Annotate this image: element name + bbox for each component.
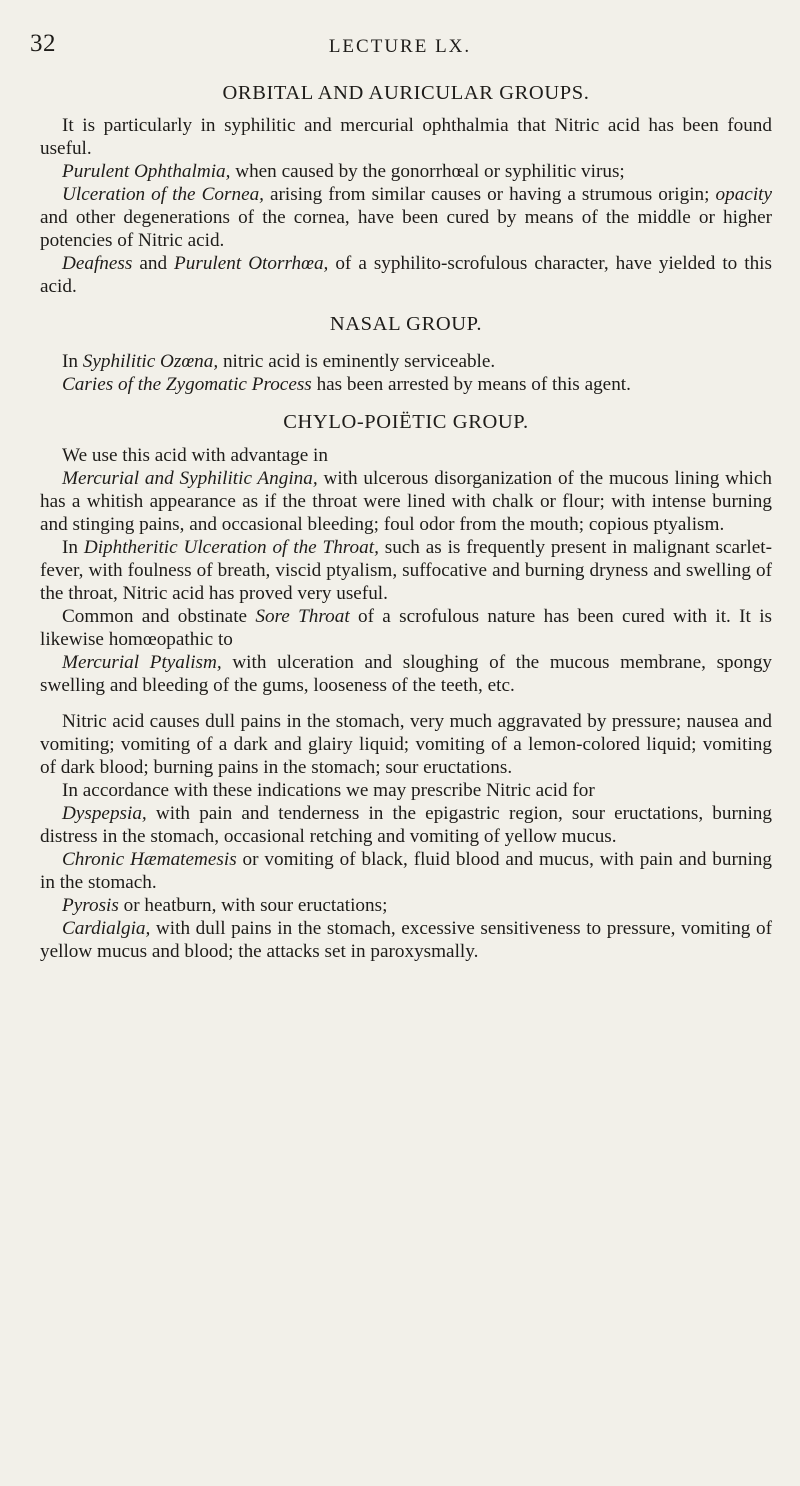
remedy-indication: Syphilitic Ozœna,: [82, 351, 219, 372]
page-number: 32: [30, 30, 56, 57]
remedy-indication: Diphtheritic Ulceration of the Throat,: [83, 537, 379, 558]
remedy-indication: Ulceration of the Cornea,: [62, 184, 264, 205]
text-run: It is particularly in syphilitic and mercurial ophthalmia that Nitric acid has been found useful.: [40, 115, 772, 159]
text-run: nitric acid is eminently serviceable.: [218, 351, 496, 372]
section-heading-orbital: ORBITAL AND AURICULAR GROUPS.: [222, 82, 590, 104]
text-run: In: [62, 351, 83, 372]
paragraph: [40, 467, 772, 536]
section-heading-nasal: NASAL GROUP.: [329, 313, 483, 335]
paragraph: [40, 114, 772, 160]
text-run: arising from similar causes or having a strumous origin;: [263, 184, 716, 205]
paragraph: [40, 917, 772, 963]
remedy-indication: Purulent Ophthalmia,: [62, 161, 231, 182]
running-head: LECTURE LX.: [328, 36, 472, 57]
paragraph: [40, 444, 772, 467]
paragraph: [40, 605, 772, 651]
text-run: Nitric acid causes dull pains in the stomach, very much aggravated by pressure; nausea and vomiting; vomiting of a dark and glairy liquid; vomiting of a lemon-colored liquid; vomiting of dark blood; burning pains in the stomach; sour eructations.: [40, 711, 772, 778]
text-run: such as is frequently present in malignant scarlet-fever, with foulness of breath, viscid ptyalism, suffocative and burning dryness and swelling of the throat, Nitric acid has proved very useful.: [40, 537, 773, 604]
text-run: or heatburn, with sour eructations;: [118, 895, 388, 916]
text-run: or vomiting of black, fluid blood and mucus, with pain and burning in the stomach.: [40, 849, 772, 893]
remedy-indication: Cardialgia,: [62, 918, 151, 939]
paragraph: [40, 779, 772, 802]
text-run: when caused by the gonorrhœal or syphilitic virus;: [230, 161, 625, 182]
remedy-indication: Mercurial and Syphilitic Angina,: [62, 468, 318, 489]
text-run: Common and obstinate: [62, 606, 256, 627]
remedy-indication: Caries of the Zygomatic Process: [62, 374, 312, 395]
remedy-indication: Deafness: [62, 253, 133, 274]
paragraph: [40, 373, 772, 396]
text-run: with dull pains in the stomach, excessive sensitiveness to pressure, vomiting of yellow mucus and blood; the attacks set in paroxysmally.: [40, 918, 772, 962]
paragraph: [40, 160, 772, 183]
paragraph: [40, 848, 772, 894]
page-body: [40, 82, 772, 963]
remedy-indication: Purulent Otorrhœa,: [174, 253, 329, 274]
paragraph: [40, 894, 772, 917]
paragraph: [40, 802, 772, 848]
text-run: We use this acid with advantage in: [62, 445, 328, 466]
text-run: with pain and tenderness in the epigastric region, sour eructations, burning distress in the stomach, occasional retching and vomiting of yellow mucus.: [40, 803, 772, 847]
remedy-indication: Pyrosis: [62, 895, 119, 916]
remedy-indication: Sore Throat: [255, 606, 350, 627]
paragraph: [40, 536, 772, 605]
paragraph: [40, 710, 772, 779]
remedy-indication: Chronic Hæmatemesis: [62, 849, 237, 870]
text-run: and: [132, 253, 175, 274]
remedy-indication: opacity: [715, 184, 772, 205]
remedy-indication: Dyspepsia,: [62, 803, 147, 824]
text-run: has been arrested by means of this agent.: [311, 374, 631, 395]
text-run: with ulceration and sloughing of the mucous membrane, spongy swelling and bleeding of the gums, looseness of the teeth, etc.: [40, 652, 773, 696]
paragraph-gap: [40, 697, 772, 710]
text-run: and other degenerations of the cornea, have been cured by means of the middle or higher potencies of Nitric acid.: [40, 207, 772, 251]
paragraph: [40, 651, 772, 697]
paragraph: [40, 183, 772, 252]
paragraph: [40, 350, 772, 373]
text-run: of a scrofulous nature has been cured with it. It is likewise homœopathic to: [40, 606, 773, 650]
section-heading-chylo-poietic: CHYLO-POIËTIC GROUP.: [283, 411, 529, 433]
paragraph: [40, 252, 772, 298]
text-run: of a syphilito-scrofulous character, have yielded to this acid.: [40, 253, 772, 297]
text-run: with ulcerous disorganization of the mucous lining which has a whitish appearance as if the throat were lined with chalk or flour; with intense burning and stinging pains, and occasional bleeding; foul odor from the mouth; copious ptyalism.: [40, 468, 772, 535]
text-run: In accordance with these indications we may prescribe Nitric acid for: [62, 780, 595, 801]
text-run: In: [62, 537, 84, 558]
remedy-indication: Mercurial Ptyalism,: [62, 652, 222, 673]
